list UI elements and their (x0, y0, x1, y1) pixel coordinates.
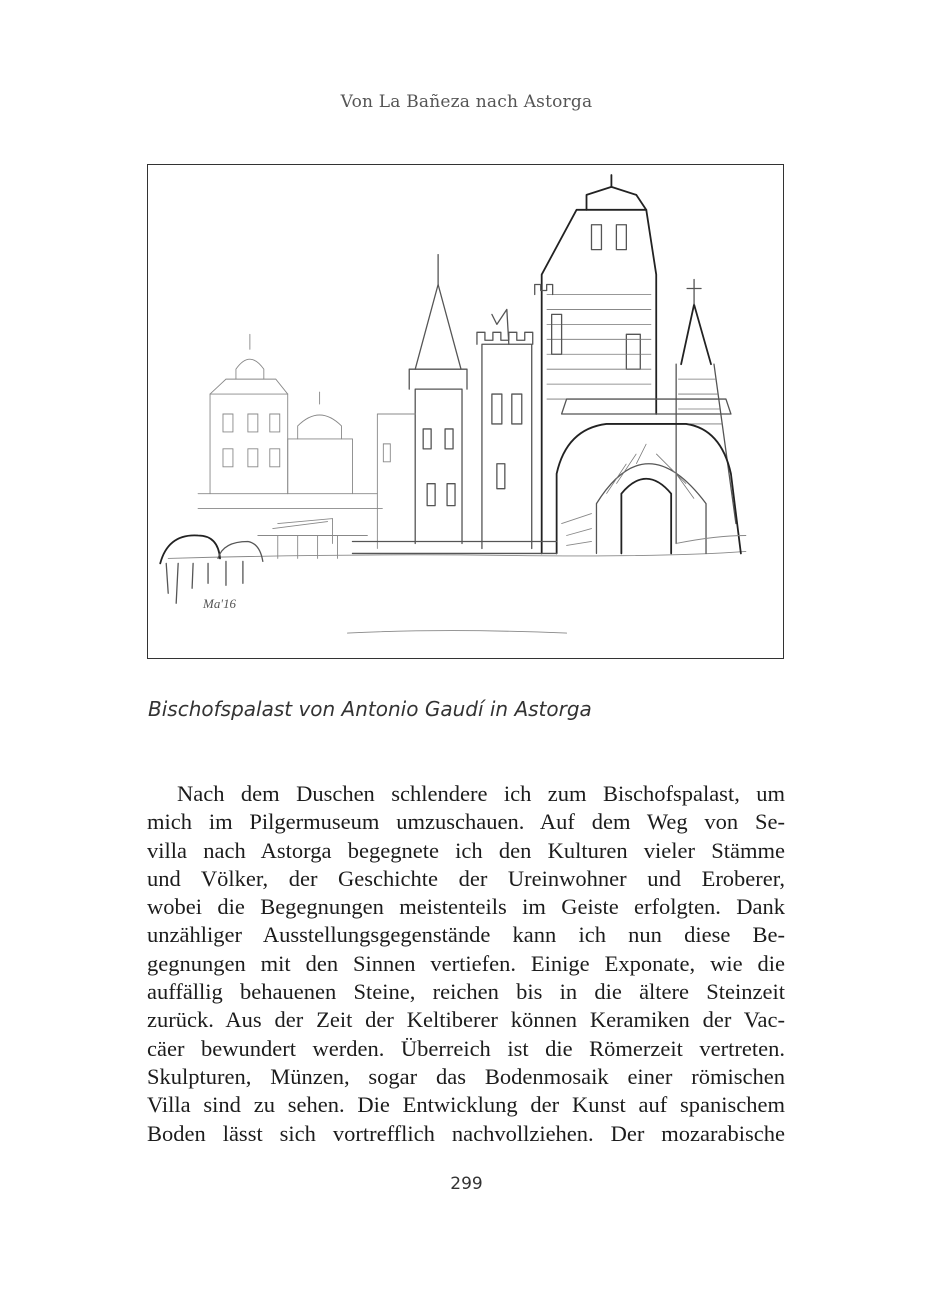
text-line: mich im Pilgermuseum umzuschauen. Auf dem Weg von Se- (147, 809, 785, 835)
text-line: Nach dem Duschen schlendere ich zum Bischofspalast, um (177, 781, 785, 806)
left-building-drawing (198, 334, 382, 508)
crenellated-tower-drawing (477, 309, 533, 548)
text-line: Boden lässt sich vortrefflich nachvollziehen. Der mozarabische (147, 1120, 785, 1146)
sketch-figure (147, 164, 784, 659)
text-line: unzähliger Ausstellungsgegenstände kann ich nun diese Be- (147, 922, 785, 948)
text-line: zurück. Aus der Zeit der Keltiberer können Keramiken der Vac- (147, 1007, 785, 1033)
figure-caption: Bischofspalast von Antonio Gaudí in Astorga (148, 697, 592, 721)
main-tower-drawing (535, 175, 657, 553)
foreground-drawing (160, 519, 367, 604)
text-line: wobei die Begegnungen meistenteils im Geiste erfolgten. Dank (147, 894, 785, 920)
text-line: gegnungen mit den Sinnen vertiefen. Einige Exponate, wie die (147, 950, 785, 976)
text-line: Villa sind zu sehen. Die Entwicklung der Kunst auf spanischem (147, 1092, 785, 1118)
text-line: villa nach Astorga begegnete ich den Kulturen vieler Stämme (147, 837, 785, 863)
text-line: Skulpturen, Münzen, sogar das Bodenmosaik einer römischen (147, 1063, 785, 1089)
bishops-palace-sketch (148, 165, 783, 658)
arched-entrance-drawing (352, 399, 745, 553)
text-line: auffällig behauenen Steine, reichen bis in die ältere Steinzeit (147, 979, 785, 1005)
running-head: Von La Bañeza nach Astorga (340, 92, 593, 112)
text-line: cäer bewundert werden. Überreich ist die Römerzeit vertreten. (147, 1035, 785, 1061)
round-tower-drawing (377, 255, 467, 549)
sketch-signature: Ma'16 (203, 596, 237, 612)
text-line: und Völker, der Geschichte der Ureinwohner und Eroberer, (147, 865, 785, 891)
body-text (147, 780, 785, 1148)
page-number: 299 (450, 1174, 483, 1194)
